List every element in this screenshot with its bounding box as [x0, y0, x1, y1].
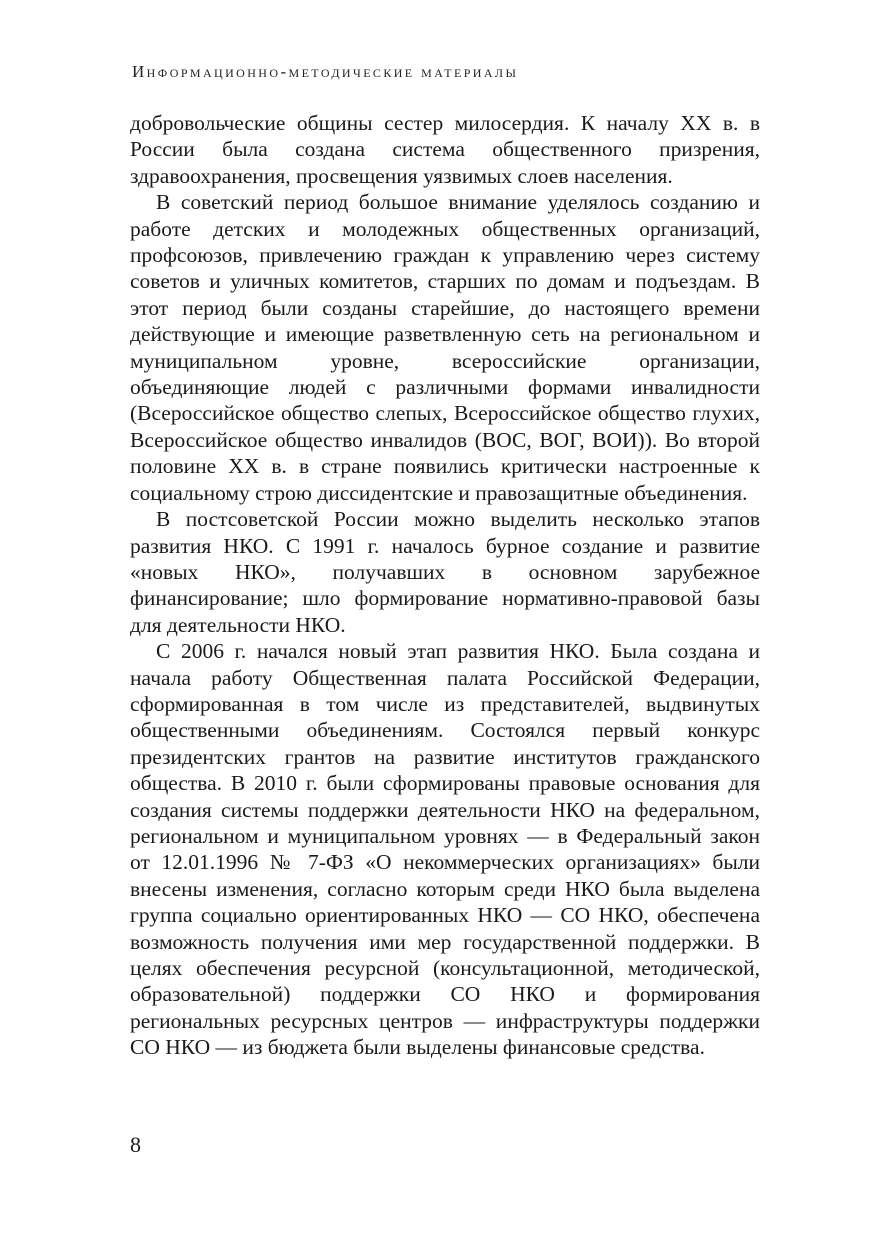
paragraph-2006-stage: С 2006 г. начался новый этап развития НКО. Была создана и начала работу Общественная палата Российской Федерации, сформированная в том числе из представителей, выдвинутых общественными объединениям. Состоялся первый конкурс президентских грантов на развитие институтов гражданского общества. В 2010 г. были сформированы правовые основания для создания системы поддержки деятельности НКО на федеральном, региональном и муниципальном уровнях — в Федеральный закон от 12.01.1996 № 7-ФЗ «О некоммерческих организациях» были внесены изменения, согласно которым среди НКО была выделена группа социально ориентированных НКО — СО НКО, обеспечена возможность получения ими мер государственной поддержки. В целях обеспечения ресурсной (консультационной, методической, образовательной) поддержки СО НКО и формирования региональных ресурсных центров — инфраструктуры поддержки СО НКО — из бюджета были выделены финансовые средства. — [130, 639, 760, 1060]
paragraph-post-soviet: В постсоветской России можно выделить несколько этапов развития НКО. С 1991 г. началось бурное создание и развитие «новых НКО», получавших в основном зарубежное финансирование; шло формирование нормативно-правовой базы для деятельности НКО. — [130, 507, 760, 637]
paragraph-soviet-period: В советский период большое внимание уделялось созданию и работе детских и молодежных общественных организаций, профсоюзов, привлечению граждан к управлению через систему советов и уличных комитетов, старших по домам и подъездам. В этот период были созданы старейшие, до настоящего времени действующие и имеющие разветвленную сеть на региональном и муниципальном уровне, всероссийские организации, объединяющие людей с различными формами инвалидности (Всероссийское общество слепых, Всероссийское общество глухих, Всероссийское общество инвалидов (ВОС, ВОГ, ВОИ)). Во второй половине XX в. в стране появились критически настроенные к социальному строю диссидентские и правозащитные объединения. — [130, 190, 760, 505]
page-number: 8 — [130, 1132, 141, 1157]
body-text — [130, 110, 760, 1061]
running-header: Информационно-методические материалы — [132, 62, 519, 81]
paragraph-continued: добровольческие общины сестер милосердия. К началу XX в. в России была создана система общественного призрения, здравоохранения, просвещения уязвимых слоев населения. — [130, 111, 760, 188]
